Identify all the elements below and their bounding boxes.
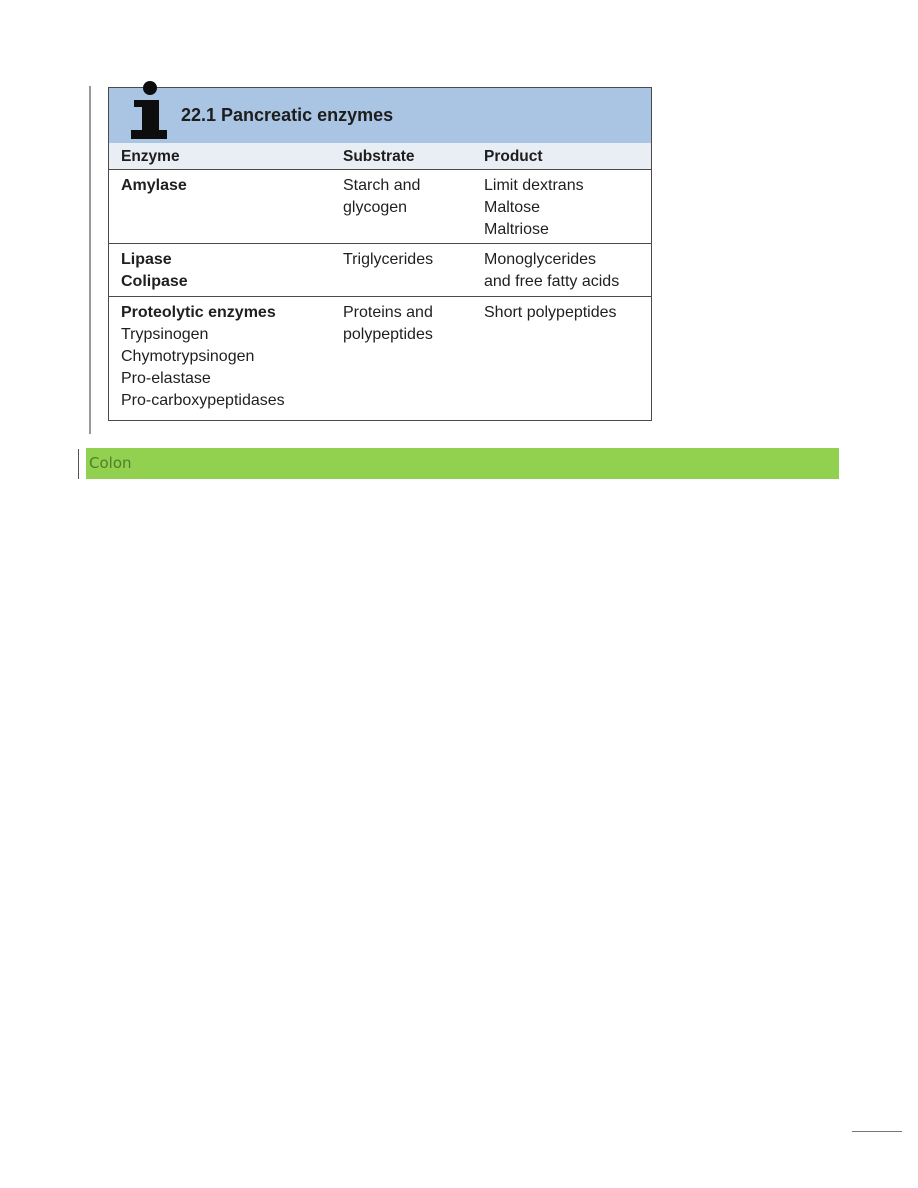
column-header-product: Product: [484, 148, 543, 165]
product-cell: [484, 302, 617, 324]
enzyme-name: Amylase: [121, 177, 187, 194]
enzyme-name: Colipase: [121, 273, 188, 290]
product-line: Maltose: [484, 199, 541, 216]
table-row: [109, 170, 651, 244]
substrate-cell: [343, 249, 433, 271]
product-cell: [484, 175, 584, 241]
column-header-substrate: Substrate: [343, 148, 415, 165]
enzyme-cell: [121, 249, 188, 293]
pancreatic-enzymes-table: [108, 87, 652, 421]
enzyme-subitem: Chymotrypsinogen: [121, 348, 255, 365]
substrate-cell: [343, 302, 433, 346]
table-title: 22.1 Pancreatic enzymes: [181, 105, 394, 125]
table-title-bar: [109, 88, 651, 143]
substrate-line: Starch and: [343, 177, 421, 194]
enzyme-subitem: Trypsinogen: [121, 326, 209, 343]
section-heading-marker: [78, 449, 79, 479]
substrate-line: glycogen: [343, 199, 408, 216]
section-heading-bar: [86, 448, 839, 479]
substrate-line: polypeptides: [343, 326, 433, 343]
info-icon: [123, 80, 175, 143]
table-row: [109, 244, 651, 297]
enzyme-name: Proteolytic enzymes: [121, 304, 276, 321]
enzyme-cell: [121, 175, 187, 197]
product-line: and free fatty acids: [484, 273, 620, 290]
product-cell: [484, 249, 619, 293]
enzyme-subitem: Pro-elastase: [121, 370, 211, 387]
substrate-line: Triglycerides: [343, 251, 434, 268]
table-row: [109, 297, 651, 420]
substrate-cell: [343, 175, 420, 219]
section-heading: Colon: [89, 454, 132, 472]
product-line: Limit dextrans: [484, 177, 584, 194]
footer-rule: [852, 1131, 902, 1132]
column-header-row: [109, 143, 651, 170]
product-line: Short polypeptides: [484, 304, 617, 321]
product-line: Monoglycerides: [484, 251, 597, 268]
product-line: Maltriose: [484, 221, 549, 238]
enzyme-cell: [121, 302, 285, 412]
enzyme-name: Lipase: [121, 251, 172, 268]
substrate-line: Proteins and: [343, 304, 433, 321]
column-header-enzyme: Enzyme: [121, 148, 180, 165]
page-margin-rule: [89, 86, 91, 434]
enzyme-subitem: Pro-carboxypeptidases: [121, 392, 285, 409]
